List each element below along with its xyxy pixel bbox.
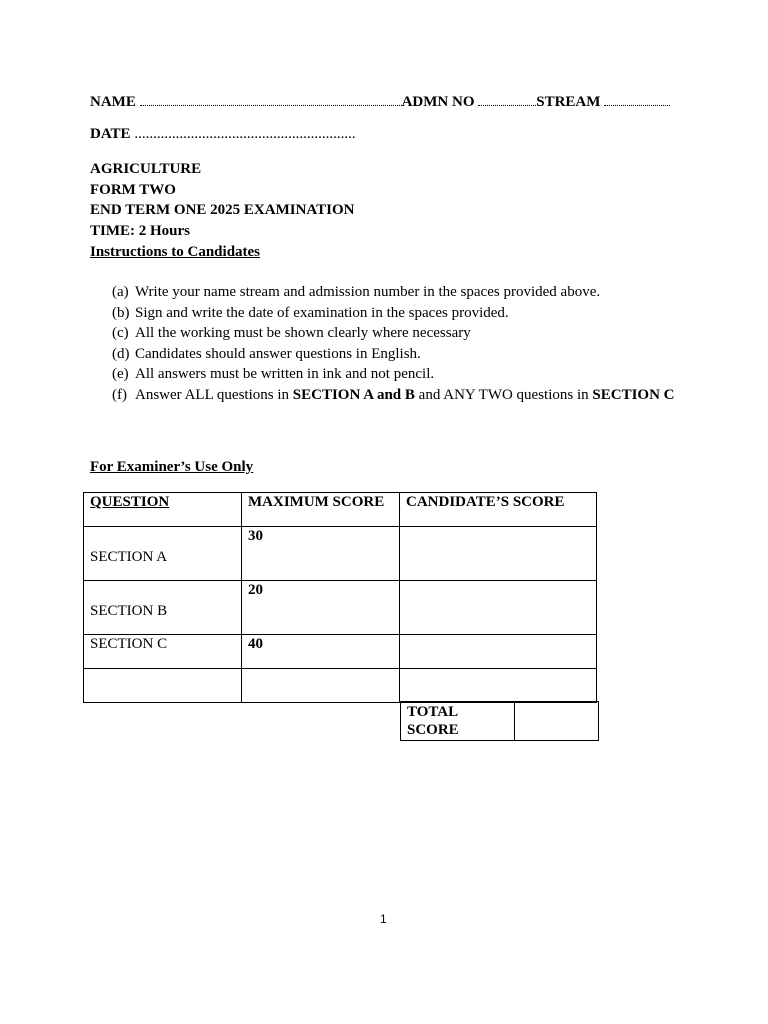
date-label: DATE — [90, 126, 131, 142]
instructions-heading: Instructions to Candidates — [90, 243, 261, 260]
item-text: All the working must be shown clearly where necessary — [135, 325, 471, 341]
instructions-list — [112, 282, 682, 405]
question-cell — [84, 669, 242, 703]
name-field[interactable] — [140, 93, 402, 106]
table-row — [84, 527, 597, 581]
table-row — [84, 669, 597, 703]
time-title: TIME: 2 Hours — [90, 223, 191, 240]
item-label: (b) — [112, 304, 130, 321]
max-score-cell — [242, 669, 400, 703]
item-text: Sign and write the date of examination in the spaces provided. — [135, 304, 509, 321]
page-number: 1 — [380, 912, 387, 926]
table-row — [401, 702, 599, 741]
list-item — [112, 303, 682, 324]
table-row — [84, 635, 597, 669]
list-item — [112, 364, 682, 385]
score-table — [83, 492, 597, 703]
admn-label: ADMN NO — [401, 94, 475, 110]
item-text — [135, 385, 682, 406]
item-label: (d) — [112, 345, 130, 362]
list-item — [112, 385, 682, 406]
total-score-table — [400, 701, 599, 741]
item-text-bold: SECTION A and B — [292, 386, 415, 403]
max-score-cell: 30 — [242, 527, 400, 581]
stream-label: STREAM — [536, 94, 601, 110]
list-item — [112, 344, 682, 365]
stream-field[interactable] — [604, 93, 670, 106]
date-row — [90, 126, 356, 143]
item-label: (e) — [112, 366, 129, 382]
candidate-score-cell[interactable] — [400, 581, 597, 635]
list-item — [112, 323, 682, 344]
max-score-cell: 40 — [242, 635, 400, 669]
total-score-label: TOTAL SCORE — [401, 702, 515, 741]
question-cell: SECTION B — [84, 581, 242, 635]
exam-title-block — [90, 159, 354, 263]
table-row — [84, 581, 597, 635]
admn-field[interactable] — [478, 93, 536, 106]
max-score-cell: 20 — [242, 581, 400, 635]
column-header: CANDIDATE’S SCORE — [400, 493, 597, 527]
item-text: All answers must be written in ink and not pencil. — [135, 366, 435, 382]
item-text-bold: SECTION C — [592, 386, 675, 403]
table-header-row — [84, 493, 597, 527]
item-label: (a) — [112, 284, 129, 300]
candidate-score-cell[interactable] — [400, 527, 597, 581]
item-text-part: and ANY TWO questions in — [414, 386, 593, 403]
exam-title: END TERM ONE 2025 EXAMINATION — [90, 202, 355, 219]
question-cell: SECTION A — [84, 527, 242, 581]
column-header: MAXIMUM SCORE — [242, 493, 400, 527]
item-text: Write your name stream and admission number in the spaces provided above. — [135, 284, 601, 300]
examiner-heading: For Examiner’s Use Only — [90, 459, 254, 475]
candidate-score-cell[interactable] — [400, 669, 597, 703]
student-details-row — [90, 93, 680, 111]
candidate-score-cell[interactable] — [400, 635, 597, 669]
total-score-cell[interactable] — [515, 702, 599, 741]
date-field[interactable]: ........................................................... — [134, 126, 356, 142]
subject-title: AGRICULTURE — [90, 161, 202, 177]
question-cell: SECTION C — [84, 635, 242, 669]
item-text-part: Answer ALL questions in — [135, 386, 293, 403]
name-label: NAME — [90, 94, 136, 110]
list-item — [112, 282, 682, 303]
form-title: FORM TWO — [90, 181, 176, 198]
item-text: Candidates should answer questions in English. — [135, 345, 421, 362]
column-header: QUESTION — [84, 493, 242, 527]
item-label: (c) — [112, 325, 129, 341]
item-label: (f) — [112, 386, 127, 403]
